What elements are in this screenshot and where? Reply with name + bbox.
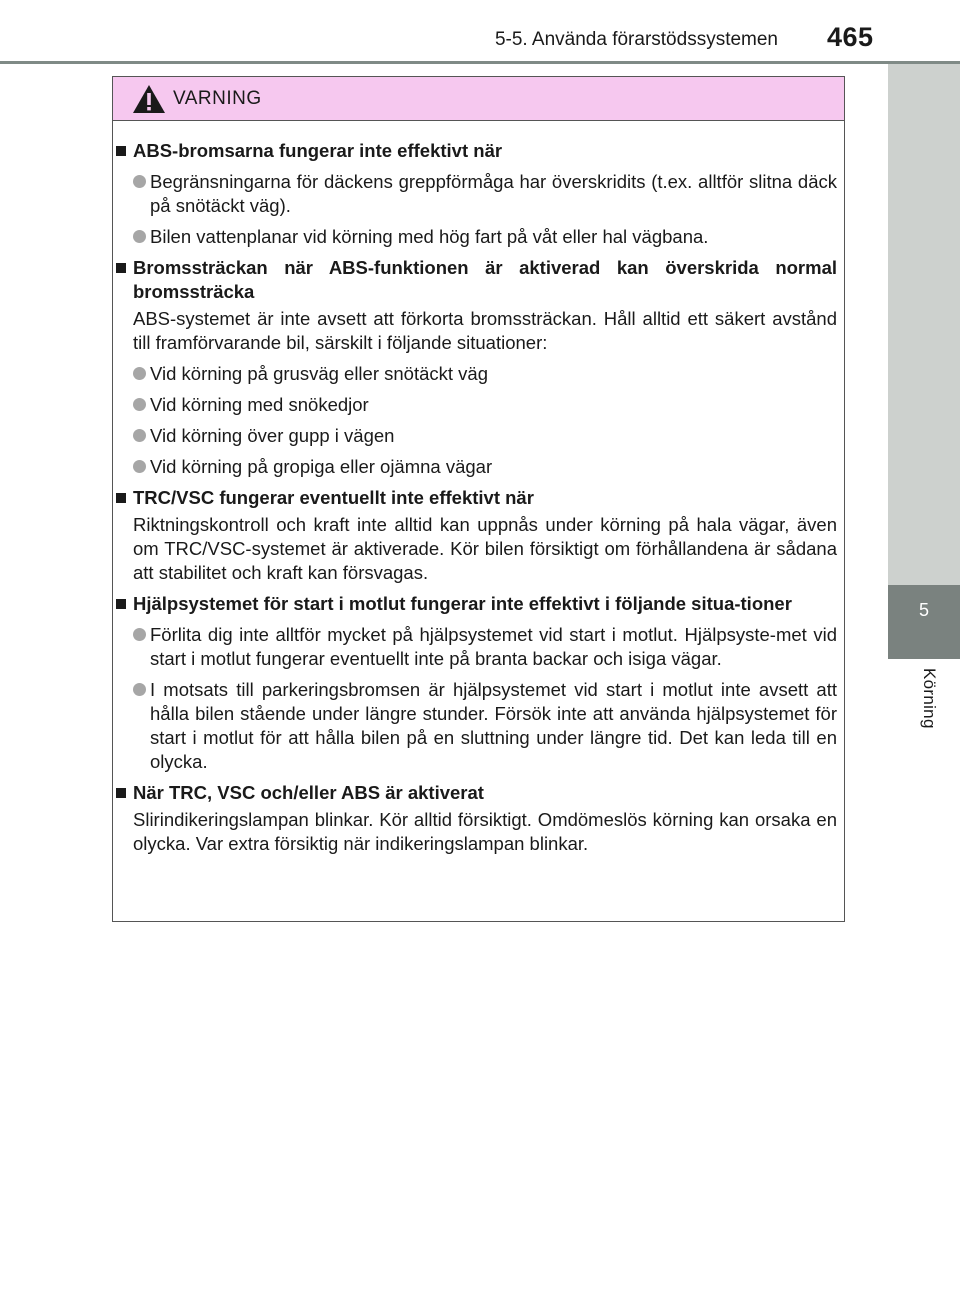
chapter-number-box — [888, 585, 960, 659]
section-hill-start-assist — [113, 592, 837, 774]
page-number: 465 — [827, 22, 874, 52]
round-bullet-icon — [133, 398, 146, 411]
section-paragraph: Riktningskontroll och kraft inte alltid kan uppnås under körning på hala vägar, även om TRC/VSC-systemet är aktiverade. Kör bilen försiktigt om förhållandena är sådana att stabilitet och kraft kan försvagas. — [133, 514, 837, 583]
warning-header — [113, 77, 844, 121]
section-heading: Hjälpsystemet för start i motlut fungerar inte effektivt i följande situa-tioner — [133, 593, 792, 614]
square-bullet-icon — [116, 146, 126, 156]
square-bullet-icon — [116, 493, 126, 503]
round-bullet-icon — [133, 628, 146, 641]
list-item: Vid körning på gropiga eller ojämna vägar — [113, 455, 837, 479]
warning-box — [112, 76, 845, 922]
round-bullet-icon — [133, 175, 146, 188]
section-paragraph: ABS-systemet är inte avsett att förkorta bromssträckan. Håll alltid ett säkert avstånd till framförvarande bil, särskilt i följande situationer: — [133, 308, 837, 353]
section-paragraph: Slirindikeringslampan blinkar. Kör alltid försiktigt. Omdömeslös körning kan orsaka en olycka. Var extra försiktig när indikeringslampan blinkar. — [133, 809, 837, 854]
list-item: I motsats till parkeringsbromsen är hjälpsystemet vid start i motlut inte avsett att hålla bilen stående under längre stunder. Försök inte att använda hjälpsystemet för start i motlut för att hålla bilen på en sluttning under längre tid. Det kan leda till en olycka. — [113, 678, 837, 774]
list-item: Vid körning med snökedjor — [113, 393, 837, 417]
round-bullet-icon — [133, 367, 146, 380]
list-item: Förlita dig inte alltför mycket på hjälpsystemet vid start i motlut. Hjälpsyste-met vid start i motlut fungerar eventuellt inte på branta backar och isiga vägar. — [113, 623, 837, 671]
round-bullet-icon — [133, 230, 146, 243]
round-bullet-icon — [133, 429, 146, 442]
square-bullet-icon — [116, 263, 126, 273]
list-item: Bilen vattenplanar vid körning med hög fart på våt eller hal vägbana. — [113, 225, 837, 249]
round-bullet-icon — [133, 460, 146, 473]
square-bullet-icon — [116, 788, 126, 798]
section-heading: Bromssträckan när ABS-funktionen är aktiverad kan överskrida normal bromssträcka — [133, 257, 837, 302]
section-systems-activated — [113, 781, 837, 856]
warning-triangle-icon — [132, 84, 166, 114]
header-rule — [0, 61, 960, 64]
section-heading: ABS-bromsarna fungerar inte effektivt när — [133, 140, 503, 161]
list-item: Begränsningarna för däckens greppförmåga har överskridits (t.ex. alltför slitna däck på snötäckt väg). — [113, 170, 837, 218]
section-abs-ineffective — [113, 139, 837, 249]
section-title: 5-5. Använda förarstödssystemen — [494, 29, 778, 50]
warning-body — [113, 121, 844, 856]
section-trc-vsc — [113, 486, 837, 585]
round-bullet-icon — [133, 683, 146, 696]
section-heading: När TRC, VSC och/eller ABS är aktiverat — [133, 782, 484, 803]
list-item: Vid körning på grusväg eller snötäckt väg — [113, 362, 837, 386]
section-heading: TRC/VSC fungerar eventuellt inte effektivt när — [133, 487, 534, 508]
section-braking-distance — [113, 256, 837, 479]
square-bullet-icon — [116, 599, 126, 609]
chapter-number: 5 — [918, 600, 929, 620]
chapter-label: Körning — [920, 668, 939, 729]
side-tab-background — [888, 64, 960, 585]
list-item: Vid körning över gupp i vägen — [113, 424, 837, 448]
warning-title: VARNING — [173, 88, 262, 109]
